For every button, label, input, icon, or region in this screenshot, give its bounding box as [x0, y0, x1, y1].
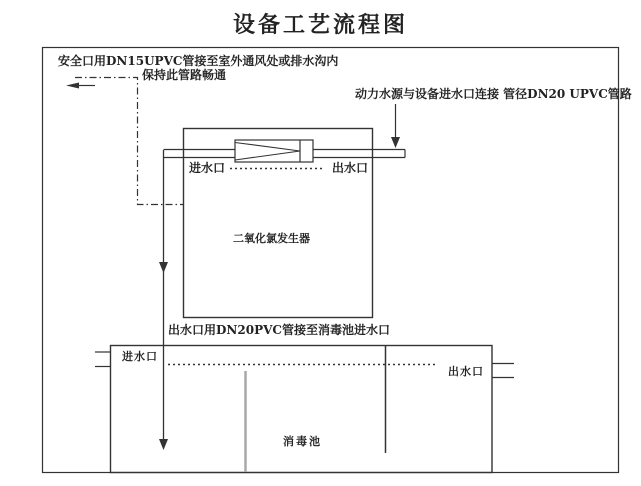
power-water-note: 动力水源与设备进水口连接 管径DN20 UPVC管路 [355, 87, 632, 101]
pool-name-label: 消毒池 [283, 435, 322, 448]
left-arrow-icon [66, 83, 79, 89]
pool-outlet-label: 出水口 [448, 365, 484, 378]
generator-inlet-label: 进水口 [189, 161, 226, 175]
safety-note-line2: 保持此管路畅通 [142, 68, 227, 82]
generator-name-label: 二氧化氯发生器 [233, 232, 310, 245]
outer-border [43, 48, 619, 473]
generator-outlet-label: 出水口 [332, 161, 369, 175]
outlet-pipe-note: 出水口用DN20PVC管接至消毒池进水口 [168, 323, 390, 337]
flow-down-arrow-icon [159, 262, 168, 273]
pool-inlet-label: 进水口 [122, 350, 158, 363]
flow-down-arrow-icon [159, 439, 168, 450]
safety-note-line1: 安全口用DN15UPVC管接至室外通风处或排水沟内 [58, 54, 339, 68]
safety-vent-dashdot-line [75, 78, 184, 205]
down-arrow-icon [391, 137, 400, 148]
page-title: 设备工艺流程图 [232, 12, 408, 38]
